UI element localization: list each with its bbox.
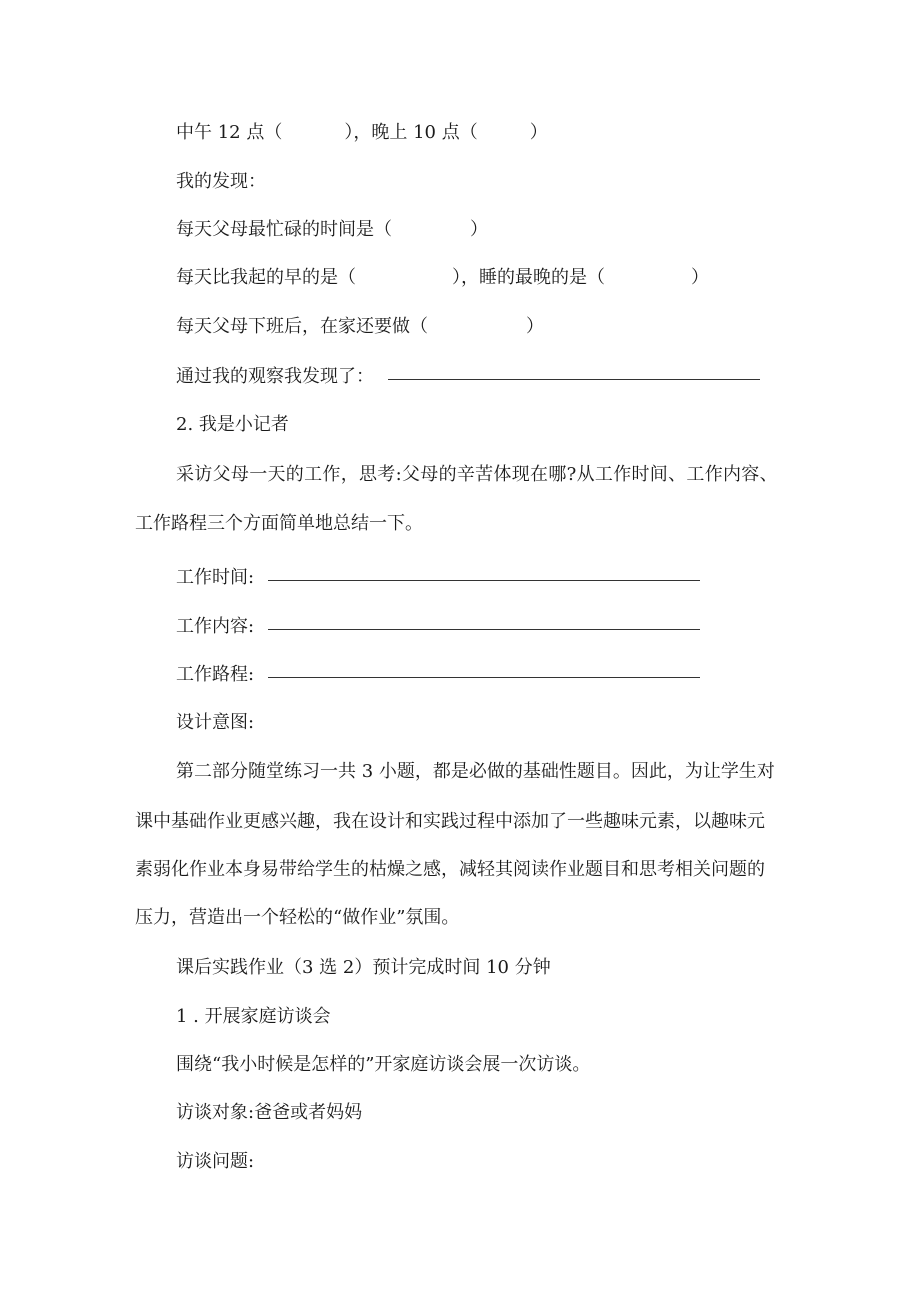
after-work-line bbox=[176, 315, 544, 339]
noon-night-line bbox=[176, 121, 548, 145]
earlier-later-line bbox=[176, 266, 709, 290]
interviewee: 访谈对象:爸爸或者妈妈 bbox=[176, 1102, 363, 1123]
work-route-label: 工作路程: bbox=[176, 664, 255, 685]
work-content-label: 工作内容: bbox=[176, 616, 255, 637]
reporter-title: 2. 我是小记者 bbox=[176, 414, 289, 435]
design-para-line-4: 压力，营造出一个轻松的“做作业”氛围。 bbox=[135, 907, 460, 928]
design-para-line-3: 素弱化作业本身易带给学生的枯燥之感，减轻其阅读作业题目和思考相关问题的 bbox=[135, 859, 765, 880]
interview-line-2: 工作路程三个方面简单地总结一下。 bbox=[135, 513, 423, 534]
observation-blank[interactable] bbox=[388, 378, 760, 380]
family-talk-desc: 围绕“我小时候是怎样的”开家庭访谈会展一次访谈。 bbox=[176, 1054, 591, 1075]
family-talk-title: 1 . 开展家庭访谈会 bbox=[176, 1006, 331, 1027]
discovery-title: 我的发现： bbox=[176, 171, 266, 192]
earlier-label: 每天比我起的早的是（ bbox=[176, 267, 356, 288]
after-work-close: ） bbox=[526, 316, 544, 337]
night-label: ），晚上 10 点（ bbox=[344, 122, 478, 143]
night-close: ） bbox=[529, 122, 548, 143]
work-content-line bbox=[176, 615, 700, 639]
observation-label: 通过我的观察我发现了： bbox=[176, 366, 374, 387]
work-time-line bbox=[176, 566, 700, 590]
later-close: ） bbox=[691, 267, 709, 288]
work-time-blank[interactable] bbox=[268, 579, 700, 581]
work-content-blank[interactable] bbox=[268, 628, 700, 630]
noon-label: 中午 12 点（ bbox=[176, 122, 283, 143]
design-intent-title: 设计意图: bbox=[176, 712, 255, 733]
interview-line-1: 采访父母一天的工作，思考:父母的辛苦体现在哪?从工作时间、工作内容、 bbox=[176, 464, 778, 485]
design-para-line-2: 课中基础作业更感兴趣，我在设计和实践过程中添加了一些趣味元素，以趣味元 bbox=[135, 811, 765, 832]
design-para-line-1: 第二部分随堂练习一共 3 小题，都是必做的基础性题目。因此，为让学生对 bbox=[176, 761, 775, 782]
work-time-label: 工作时间: bbox=[176, 567, 255, 588]
questions-label: 访谈问题: bbox=[176, 1151, 255, 1172]
after-class-title: 课后实践作业（3 选 2）预计完成时间 10 分钟 bbox=[176, 957, 551, 978]
after-work-label: 每天父母下班后，在家还要做（ bbox=[176, 316, 428, 337]
busiest-label: 每天父母最忙碌的时间是（ bbox=[176, 219, 392, 240]
later-label: ），睡的最晚的是（ bbox=[452, 267, 605, 288]
observation-line bbox=[176, 365, 760, 389]
work-route-blank[interactable] bbox=[268, 676, 700, 678]
busiest-time-line bbox=[176, 218, 488, 242]
work-route-line bbox=[176, 663, 700, 687]
busiest-close: ） bbox=[470, 219, 488, 240]
